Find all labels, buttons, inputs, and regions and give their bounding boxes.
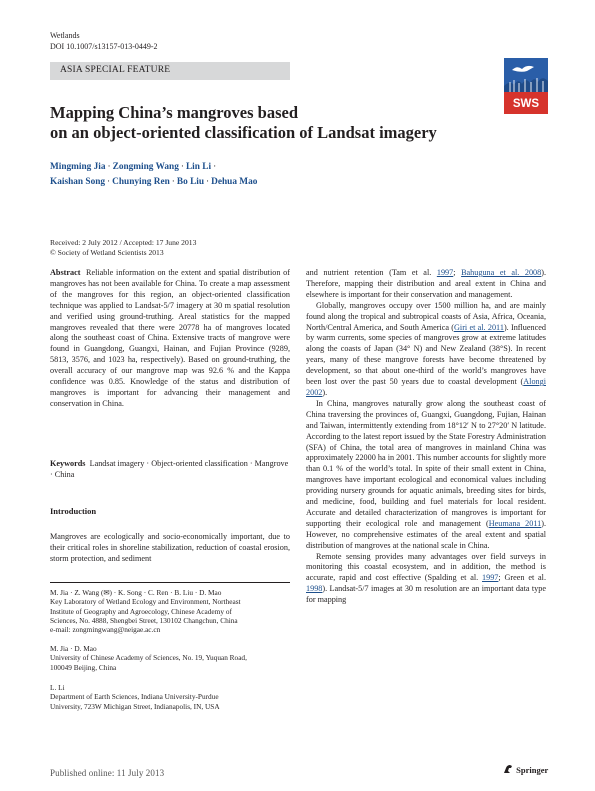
journal-name: Wetlands	[50, 31, 80, 40]
citation-link[interactable]: 1997	[482, 573, 499, 583]
logo-text: SWS	[512, 98, 540, 110]
footnote-divider	[50, 582, 290, 583]
affiliation-line: Key Laboratory of Wetland Ecology and Environment, Northeast	[50, 597, 241, 607]
received-info	[50, 238, 196, 257]
author-link[interactable]: Mingming Jia	[50, 162, 106, 172]
affiliation-line: 100049 Beijing, China	[50, 662, 117, 672]
keywords-text: Landsat imagery · Object-oriented classification · Mangrove · China	[50, 459, 289, 479]
author-link[interactable]: Chunying Ren	[112, 176, 170, 187]
author-link[interactable]: Dehua Mao	[211, 176, 258, 187]
affiliation-authors: L. Li	[50, 683, 65, 692]
affiliation-line: Department of Earth Sciences, Indiana University-Purdue	[50, 692, 219, 702]
publisher-name: Springer	[516, 765, 549, 775]
affiliation-line: University of Chinese Academy of Sciences, No. 19, Yuquan Road,	[50, 653, 247, 663]
springer-horse-icon	[502, 763, 514, 775]
author-link[interactable]: Bo Liu	[176, 176, 205, 187]
sws-logo	[504, 58, 548, 114]
citation-link[interactable]: Giri et al. 2011	[454, 322, 504, 332]
intro-text	[50, 532, 290, 565]
right-paragraph-4: Remote sensing provides many advantages over field surveys in monitoring this coastal ecosystem, and in addition, the method is accurate, rapid and cost effective (Spalding et al. 1997; Green et al. 1998). Landsat-5/7 images at 30 m resolution are an important data type for mapping	[306, 551, 547, 605]
author-link[interactable]: Zongming Wang	[112, 162, 179, 172]
keywords	[50, 459, 290, 481]
right-paragraph-1: and nutrient retention (Tam et al. 1997; Bahuguna et al. 2008). Therefore, mapping their distribution and areal extent in China and elsewhere is important for their conservation and management.	[306, 268, 547, 299]
right-paragraph-3: In China, mangroves naturally grow along the southeast coast of China traversing the provinces of, Guangxi, Guangdong, Fujian, Hainan and Taiwan, intermittently extending from 18°12′ N to 27°20′ N latitude. According to the latest report issued by the State Forestry Administration (SFA) of China, the total area of mangroves in mainland China was approximately 22000 ha in 2001. This number accounts for slightly more than 0.1 % of the world’s total. In spite of their small extent in China, mangroves have important ecological and economical values including providing nursery grounds for aquatic animals, breeding sites for birds, and medicine, food, building and fuel materials for local resident. Accurate and detailed characterization of mangroves is important for supporting their ecological role and management (Heumana 2011). However, no comprehensive estimates of the areal extent and spatial distribution of mangroves at the national scale in China.	[306, 398, 546, 550]
abstract	[50, 268, 290, 410]
affiliation-1	[50, 588, 290, 634]
affiliation-line: Institute of Geography and Agroecology, Chinese Academy of	[50, 606, 232, 616]
springer-mark	[502, 763, 548, 775]
feature-label: ASIA SPECIAL FEATURE	[60, 65, 171, 75]
affiliation-email[interactable]: e-mail: zongmingwang@neigae.ac.cn	[50, 625, 161, 635]
copyright: © Society of Wetland Scientists 2013	[50, 247, 164, 257]
title-line-2: on an object-oriented classification of Landsat imagery	[50, 123, 437, 142]
citation-link[interactable]: 1998	[306, 584, 323, 594]
published-online: Published online: 11 July 2013	[50, 768, 165, 778]
affiliation-line: University, 723W Michigan Street, Indianapolis, IN, USA	[50, 701, 220, 711]
sws-logo-graphic	[504, 58, 548, 114]
section-heading-introduction: Introduction	[50, 506, 97, 516]
affiliation-authors: M. Jia · Z. Wang (✉) · K. Song · C. Ren · B. Liu · D. Mao	[50, 588, 222, 597]
affiliation-line: Sciences, No. 4888, Shengbei Street, 130102 Changchun, China	[50, 615, 238, 625]
citation-link[interactable]: Heumana 2011	[488, 518, 542, 528]
article-title	[50, 103, 470, 143]
intro-paragraph: Mangroves are ecologically and socio-economically important, due to their critical roles in shoreline stabilization, reduction of coastal erosion, storm protection, and sediment	[50, 532, 290, 563]
author-link[interactable]: Lin Li	[185, 162, 212, 172]
citation-link[interactable]: 1997	[436, 268, 454, 277]
abstract-label: Abstract	[50, 268, 81, 277]
author-list: Mingming Jia · Zongming Wang · Lin Li · Kaishan Song · Chunying Ren · Bo Liu · Dehua Mao	[50, 162, 258, 187]
affiliation-3	[50, 683, 290, 711]
citation-link[interactable]: Alongi 2002	[306, 377, 546, 397]
feature-banner	[50, 62, 290, 80]
author-link[interactable]: Kaishan Song	[50, 176, 106, 187]
citation-link[interactable]: Bahuguna et al. 2008	[461, 268, 542, 277]
title-line-1: Mapping China’s mangroves based	[50, 103, 299, 122]
doi: DOI 10.1007/s13157-013-0449-2	[50, 42, 158, 51]
keywords-label: Keywords	[50, 459, 86, 468]
right-paragraph-2: Globally, mangroves occupy over 1500 million ha, and are mainly found along the tropical and subtropical coasts of Asia, Africa, Oceania, North/Central America, and South America (Giri et al. 2011). Influenced by warm currents, some species of mangroves grow at extreme latitudes along the coasts of Japan (34° N) and New Zealand (38°S). In recent years, many of these mangrove forests have become threatened by development, so that about one-third of the world’s mangroves have been lost over the past 50 years due to coastal development (Alongi 2002).	[306, 300, 546, 397]
affiliation-2	[50, 644, 290, 672]
right-column	[306, 268, 546, 606]
abstract-text: Reliable information on the extent and spatial distribution of mangroves has not been available for China. To create a map assessment of the mangroves for this region, an object-oriented classification technique was applied to Landsat-5/7 imagery at 30 m spatial resolution and verified using ground-truthing. Areal statistics for the mapped mangroves revealed that there were 20778 ha of mangroves located along the southeast coast of China. Extensive tracts of mangrove were found in Guangdong, Guangxi, Hainan, and Fujian Province (9289, 5813, 3576, and 1023 ha, respectively). Based on ground-truthing, the overall accuracy of our mangrove map was 92.6 % and the Kappa confidence was 0.85. Knowledge of the status and distribution of mangroves is important for advancing their management and conservation in China.	[50, 268, 291, 408]
received-dates: Received: 2 July 2012 / Accepted: 17 June 2013	[50, 238, 197, 247]
affiliation-authors: M. Jia · D. Mao	[50, 644, 97, 653]
